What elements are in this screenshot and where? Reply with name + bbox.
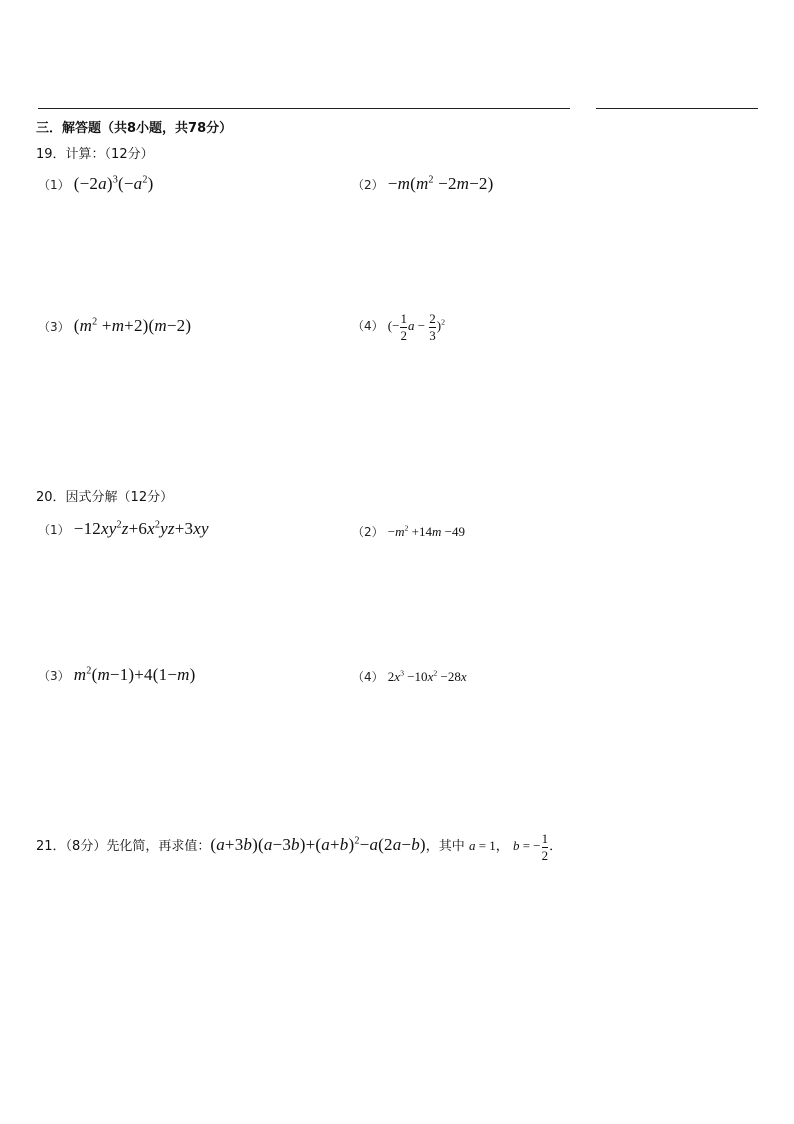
item-label: （4） (352, 670, 384, 684)
math-expression: $(m^2 +m+2)(m-2)$ (73, 316, 192, 335)
math-expression: $(-2a)^3(-a^2)$ (73, 174, 154, 193)
q20-item-4 (352, 668, 467, 685)
q19-item-4 (352, 312, 445, 342)
math-expression: $2x^3 -10x^2 -28x$ (387, 668, 467, 684)
header-rule-left (38, 108, 570, 109)
q19-item-3 (38, 316, 191, 336)
q19-item-1 (38, 174, 154, 194)
q20-item-3 (38, 665, 195, 685)
fraction-one-half: $\frac{1}{2}$ (541, 831, 549, 863)
math-expression: $(a+3b)(a-3b)+(a+b)^2-a(2a-b)$ (210, 835, 426, 855)
math-expression: $-m(m^2 -2m-2)$ (387, 174, 494, 193)
fraction-one-half: $\frac{1}{2}$ (400, 311, 407, 343)
section-title: 三．解答题（共8小题，共78分） (36, 121, 233, 136)
math-expression: $-12xy^2z+6x^2yz+3xy$ (73, 519, 209, 538)
end-mark: ． (549, 839, 563, 855)
condition-a: a = 1 (468, 838, 496, 854)
question-19-header: 19．计算：（12分） (36, 147, 154, 162)
q20-item-1 (38, 519, 209, 539)
item-label: （1） (38, 178, 70, 192)
item-label: （1） (38, 523, 70, 537)
item-label: （2） (352, 178, 384, 192)
question-21 (36, 832, 562, 862)
question-21-mid: ，其中 (425, 839, 465, 855)
header-rule-right (596, 108, 758, 109)
question-20-header: 20．因式分解（12分） (36, 490, 174, 505)
condition-b: b = − $\frac{1}{2}$ (512, 831, 549, 863)
math-expression: (− $\frac{1}{2}$ a − $\frac{2}{3}$ )$^2$ (387, 311, 446, 343)
item-label: （3） (38, 320, 70, 334)
math-expression: $m^2(m-1)+4(1-m)$ (73, 665, 196, 684)
q20-item-2 (352, 523, 465, 540)
fraction-two-thirds: $\frac{2}{3}$ (429, 311, 436, 343)
separator: ， (495, 839, 509, 855)
question-21-prefix: 21．（8分）先化简，再求值： (36, 839, 211, 855)
math-expression: $-m^2 +14m -49$ (387, 523, 465, 539)
item-label: （4） (352, 319, 384, 334)
item-label: （3） (38, 669, 70, 683)
q19-item-2 (352, 174, 494, 194)
item-label: （2） (352, 525, 384, 539)
